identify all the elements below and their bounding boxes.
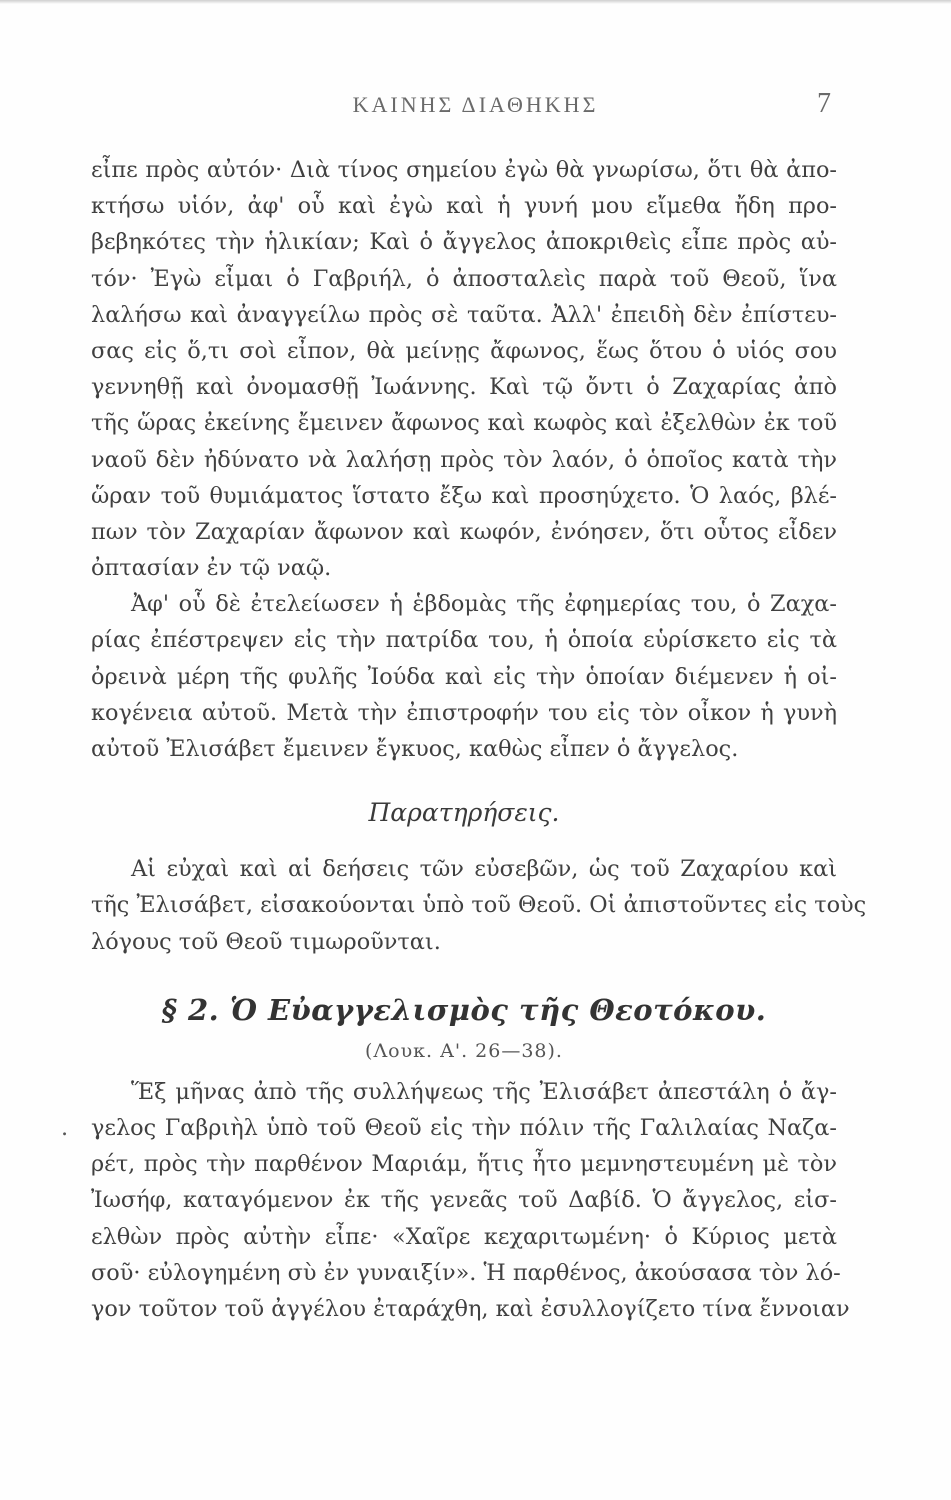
text-line: ρέτ, πρὸς τὴν παρθένον Μαριάμ, ἥτις ἦτο μεμνηστευμένη μὲ τὸν — [91, 1151, 837, 1178]
text-line: εἶπε πρὸς αὐτόν· Διὰ τίνος σημείου ἐγὼ θὰ γνωρίσω, ὅτι θὰ ἀπο- — [91, 157, 837, 183]
paragraph-2 — [91, 586, 837, 767]
text-line: λαλήσω καὶ ἀναγγείλω πρὸς σὲ ταῦτα. Ἀλλ' ἐπειδὴ δὲν ἐπίστευ- — [91, 301, 837, 328]
page-number: 7 — [817, 88, 831, 119]
running-head — [0, 88, 951, 128]
paragraph-1 — [91, 152, 837, 586]
text-line: πων τὸν Ζαχαρίαν ἄφωνον καὶ κωφόν, ἐνόησεν, ὅτι οὗτος εἶδεν — [91, 518, 837, 545]
text-line: Αἱ εὐχαὶ καὶ αἱ δεήσεις τῶν εὐσεβῶν, ὡς τοῦ Ζαχαρίου καὶ — [131, 856, 837, 883]
text-line: ναοῦ δὲν ἠδύνατο νὰ λαλήσῃ πρὸς τὸν λαόν, ὁ ὁποῖος κατὰ τὴν — [91, 446, 837, 473]
text-line: κτήσω υἱόν, ἀφ' οὗ καὶ ἐγὼ καὶ ἡ γυνή μου εἴμεθα ἤδη προ- — [91, 193, 837, 220]
text-line: γεννηθῇ καὶ ὀνομασθῇ Ἰωάννης. Καὶ τῷ ὄντι ὁ Ζαχαρίας ἀπὸ — [91, 374, 837, 401]
text-line: ὀπτασίαν ἐν τῷ ναῷ. — [91, 555, 332, 582]
text-line: γον τοῦτον τοῦ ἀγγέλου ἐταράχθη, καὶ ἐσυλλογίζετο τίνα ἔννοιαν — [91, 1295, 850, 1322]
text-line-content: γελος Γαβριὴλ ὑπὸ τοῦ Θεοῦ εἰς τὴν πόλιν τῆς Γαλιλαίας Ναζα- — [91, 1114, 837, 1141]
text-line: Ἀφ' οὗ δὲ ἐτελείωσεν ἡ ἑβδομὰς τῆς ἐφημερίας του, ὁ Ζαχα- — [131, 591, 837, 618]
text-line: τῆς Ἐλισάβετ, εἰσακούονται ὑπὸ τοῦ Θεοῦ. Οἱ ἀπιστοῦντες εἰς τοὺς — [91, 892, 867, 919]
text-line: σας εἰς ὅ,τι σοὶ εἶπον, θὰ μείνῃς ἄφωνος, ἕως ὅτου ὁ υἱός σου — [91, 337, 837, 364]
text-line: τῆς ὥρας ἐκείνης ἔμεινεν ἄφωνος καὶ κωφὸς καὶ ἐξελθὼν ἐκ τοῦ — [91, 410, 837, 437]
text-line: ελθὼν πρὸς αὐτὴν εἶπε· «Χαῖρε κεχαριτωμένη· ὁ Κύριος μετὰ — [91, 1223, 837, 1250]
text-line: ὥραν τοῦ θυμιάματος ἵστατο ἔξω καὶ προσηύχετο. Ὁ λαός, βλέ- — [91, 482, 837, 509]
text-line: τόν· Ἐγὼ εἶμαι ὁ Γαβριήλ, ὁ ἀποσταλεὶς παρὰ τοῦ Θεοῦ, ἵνα — [91, 265, 837, 292]
top-edge-rule — [0, 0, 951, 4]
text-line: Ἕξ μῆνας ἀπὸ τῆς συλλήψεως τῆς Ἐλισάβετ ἀπεστάλη ὁ ἄγ- — [131, 1078, 837, 1105]
running-title: ΚΑΙΝΗΣ ΔΙΑΘΗΚΗΣ — [352, 92, 599, 117]
text-line: Ἰωσήφ, καταγόμενον ἐκ τῆς γενεᾶς τοῦ Δαβίδ. Ὁ ἄγγελος, εἰσ- — [91, 1187, 837, 1214]
text-line: λόγους τοῦ Θεοῦ τιμωροῦνται. — [91, 928, 441, 955]
section-2 — [61, 990, 850, 1327]
observations-heading: Παρατηρήσεις. — [368, 798, 560, 828]
text-line — [61, 1110, 837, 1146]
text-line: κογένεια αὐτοῦ. Μετὰ τὴν ἐπιστροφήν του εἰς τὸν οἶκον ἡ γυνὴ — [91, 699, 837, 726]
observations-section — [91, 795, 867, 960]
text-line: βεβηκότες τὴν ἡλικίαν; Καὶ ὁ ἄγγελος ἀποκριθεὶς εἶπε πρὸς αὐ- — [91, 229, 837, 256]
text-line: αὐτοῦ Ἐλισάβετ ἔμεινεν ἔγκυος, καθὼς εἶπεν ὁ ἄγγελος. — [91, 736, 739, 762]
text-line: ὀρεινὰ μέρη τῆς φυλῆς Ἰούδα καὶ εἰς τὴν ὁποίαν διέμενεν ἡ οἰ- — [91, 663, 837, 690]
text-line: σοῦ· εὐλογημένη σὺ ἐν γυναιξίν». Ἡ παρθένος, ἀκούσασα τὸν λό- — [91, 1259, 841, 1286]
text-line: ρίας ἐπέστρεψεν εἰς τὴν πατρίδα του, ἡ ὁποία εὑρίσκετο εἰς τὰ — [91, 627, 837, 654]
section-heading: § 2. Ὁ Εὐαγγελισμὸς τῆς Θεοτόκου. — [161, 992, 767, 1027]
margin-dot: . — [61, 1114, 69, 1141]
main-text — [61, 152, 867, 1327]
scripture-reference: (Λουκ. Α'. 26—38). — [365, 1039, 563, 1062]
